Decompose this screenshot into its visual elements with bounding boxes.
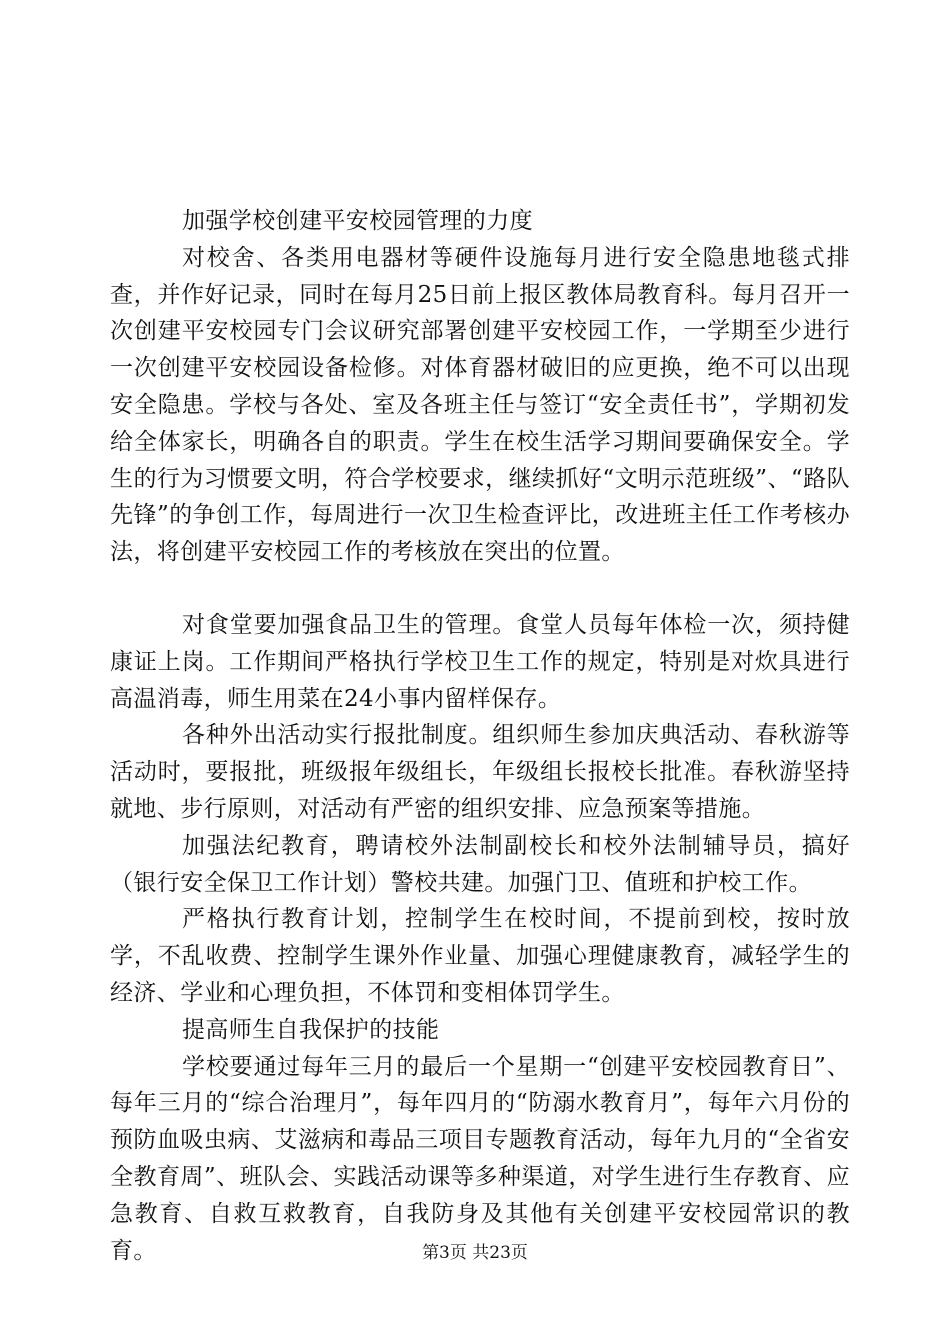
paragraph: 各种外出活动实行报批制度。组织师生参加庆典活动、春秋游等活动时，要报批，班级报年级组长，年级组长报校长批准。春秋游坚持就地、步行原则，对活动有严密的组织安排、应急预案等措施。	[110, 722, 850, 822]
section-heading: 提高师生自我保护的技能	[182, 1016, 440, 1043]
paragraph: 学校要通过每年三月的最后一个星期一“创建平安校园教育日”、每年三月的“综合治理月”，每年四月的“防溺水教育月”，每年六月份的预防血吸虫病、艾滋病和毒品三项目专题教育活动，每年九月的“全省安全教育周”、班队会、实践活动课等多种渠道，对学生进行生存教育、应急教育、自救互救教育，自我防身及其他有关创建平安校园常识的教育。	[110, 1053, 850, 1264]
paragraph: 对食堂要加强食品卫生的管理。食堂人员每年体检一次，须持健康证上岗。工作期间严格执行学校卫生工作的规定，特别是对炊具进行高温消毒，师生用菜在24小事内留样保存。	[110, 611, 850, 712]
paragraph: 加强法纪教育，聘请校外法制副校长和校外法制辅导员，搞好（银行安全保卫工作计划）警校共建。加强门卫、值班和护校工作。	[110, 832, 850, 896]
page-number-footer: 第3页 共23页	[422, 1243, 528, 1263]
paragraph: 严格执行教育计划，控制学生在校时间，不提前到校，按时放学，不乱收费、控制学生课外作业量、加强心理健康教育，减轻学生的经济、学业和心理负担，不体罚和变相体罚学生。	[110, 906, 850, 1006]
paragraph-gap	[110, 571, 850, 607]
section-heading: 加强学校创建平安校园管理的力度	[182, 208, 533, 234]
document-body	[110, 203, 850, 1269]
paragraph: 对校舍、各类用电器材等硬件设施每月进行安全隐患地毯式排查，并作好记录，同时在每月25日前上报区教体局教育科。每月召开一次创建平安校园专门会议研究部署创建平安校园工作，一学期至少进行一次创建平安校园设备检修。对体育器材破旧的应更换，绝不可以出现安全隐患。学校与各处、室及各班主任与签订“安全责任书”，学期初发给全体家长，明确各自的职责。学生在校生活学习期间要确保安全。学生的行为习惯要文明，符合学校要求，继续抓好“文明示范班级”、“路队先锋”的争创工作，每周进行一次卫生检查评比，改进班主任工作考核办法，将创建平安校园工作的考核放在突出的位置。	[110, 244, 850, 566]
